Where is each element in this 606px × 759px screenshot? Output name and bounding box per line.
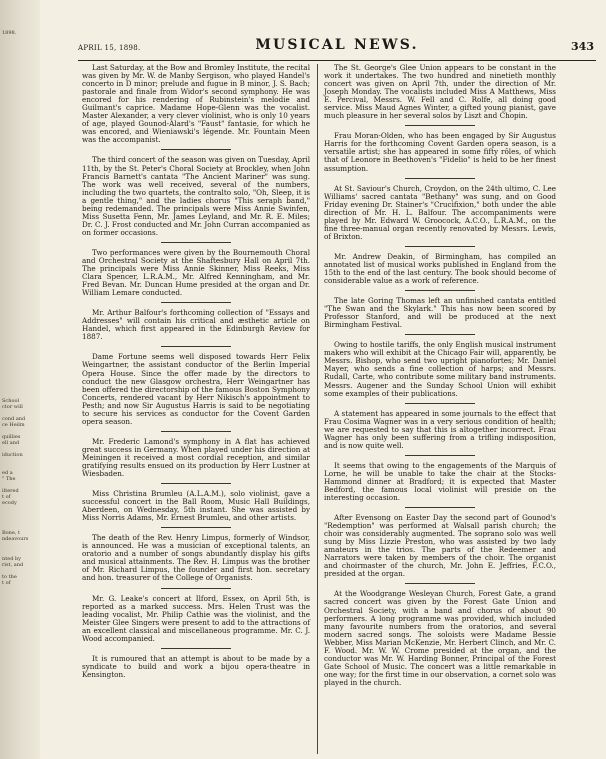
gutter-text-fragment: t of (2, 580, 11, 586)
gutter-text-fragment: ed a (2, 470, 13, 476)
gutter-text-fragment: ecody (2, 500, 17, 506)
newspaper-page (40, 0, 606, 759)
gutter-text-fragment: 1898. (2, 30, 17, 36)
gutter-text-fragment: ell and (2, 440, 20, 446)
article-paragraph: Frau Moran-Olden, who has been engaged by Sir Augustus Harris for the forthcoming Covent Garden opera season, is a versatile artist; she has appeared in some fifty rôles, of which that of Leonore in Beethoven's "Fidelio" is held to be her finest assumption. (324, 131, 556, 173)
article-paragraph: The late Goring Thomas left an unfinished cantata entitled "The Swan and the Skylark." This has now been scored by Professor Stanford, and will be produced at the next Birmingham Festival. (324, 296, 556, 330)
article-paragraph: A statement has appeared in some journals to the effect that Frau Cosima Wagner was in a very serious condition of health; we are requested to say that this is altogether incorrect. Frau Wagner has only been suffering from a trifling indisposition, and is now quite well. (324, 408, 556, 450)
page-number: 343 (571, 40, 594, 53)
gutter-text-fragment: ndeavours (2, 536, 29, 542)
article-separator (161, 648, 231, 649)
gutter-text-fragment: ctor will (2, 404, 23, 410)
article-paragraph: Last Saturday, at the Bow and Bromley Institute, the recital was given by Mr. W. de Manby Sergison, who played Handel's concerto in D minor; prelude and fugue in B minor, J. S. Bach; pastorale and finale from Widor's second symphony. He was encored for his rendering of Rubinstein's melodie and Guilmant's caprice. Madame Hope-Glenn was the vocalist. Master Alexander, a very clever violinist, who is only 10 years of age, played Gounod-Alard's "Faust" fantasie, for which he was encored, and Wieniawski's légende. Mr. Fountain Meen was the accompanist. (82, 63, 310, 145)
article-paragraph: Two performances were given by the Bournemouth Choral and Orchestral Society at the Shaftesbury Hall on April 7th. The principals were Miss Annie Skinner, Miss Reeks, Miss Clara Spencer, L.R.A.M., Mr. Alfred Kenningham, and Mr. Fred Bevan. Mr. Duncan Hume presided at the organ and Dr. William Lemare conducted. (82, 247, 310, 298)
article-paragraph: Dame Fortune seems well disposed towards Herr Felix Weingartner, the assistant conductor of the Berlin Imperial Opera House. Since the offer made by the directors to conduct the new Glasgow orchestra, Herr Weingartner has been offered the directorship of the famous Boston Symphony Concerts, rendered vacant by Herr Nikisch's appointment to Pesth; and now Sir Augustus Harris is said to be negotiating to secure his services as conductor for the Covent Garden opera season. (82, 352, 310, 426)
article-paragraph: Miss Christina Brumleu (A.L.A.M.), solo violinist, gave a successful concert in the Ball Room, Music Hall Buildings, Aberdeen, on Wednesday, 5th instant. She was assisted by Miss Norris Adams, Mr. Ernest Brumleu, and other artists. (82, 489, 310, 523)
article-paragraph: Mr. G. Leake's concert at Ilford, Essex, on April 5th, is reported as a marked success. Mrs. Helen Trust was the leading vocalist, Mr. Philip Cathie was the violinist, and the Meister Glee Singers were present to add to the attractions of an excellent classical and miscellaneous programme. Mr. C. J. Wood accompanied. (82, 593, 310, 643)
article-paragraph: At St. Saviour's Church, Croydon, on the 24th ultimo, C. Lee Williams' sacred cantata "Bethany" was sung, and on Good Friday evening Dr. Stainer's "Crucifixion," both under the able direction of Mr. H. L. Balfour. The accompaniments were played by Mr. Edward W. Groocock, A.C.O., L.R.A.M., on the fine three-manual organ recently renovated by Messrs. Lewis, of Brixton. (324, 183, 556, 241)
article-separator (405, 178, 475, 179)
gutter-text-fragment: Bone, t (2, 530, 21, 536)
article-paragraph: Mr. Frederic Lamond's symphony in A flat has achieved great success in Germany. When played under his direction at Meiningen it received a most cordial reception, and similar gratifying results ensued on its production by Herr Lustner at Wiesbaden. (82, 436, 310, 479)
article-separator (405, 290, 475, 291)
article-paragraph: Mr. Andrew Deakin, of Birmingham, has compiled an annotated list of musical works published in England from the 15th to the end of the last century. The book should become of considerable value as a work of reference. (324, 251, 556, 286)
column-divider (317, 64, 318, 754)
article-separator (405, 334, 475, 335)
gutter-text-fragment: " The (2, 476, 16, 482)
article-separator (405, 125, 475, 126)
article-separator (405, 507, 475, 508)
right-column (324, 64, 556, 687)
gutter-text-fragment: School (2, 398, 20, 404)
article-separator (161, 149, 231, 150)
article-paragraph: It seems that owing to the engagements of the Marquis of Lorne, he will be unable to take the chair at the Stocks-Hammond dinner at Bradford; it is expected that Master Bedford, the famous local violinist will preside on the interesting occasion. (324, 460, 556, 503)
gutter-text-fragment: ce Heilm (2, 422, 25, 428)
gutter-text-fragment: iltered (2, 488, 19, 494)
article-separator (161, 588, 231, 589)
article-paragraph: At the Woodgrange Wesleyan Church, Forest Gate, a grand sacred concert was given by the Forest Gate Union and Orchestral Society, with a band and chorus of about 90 performers. A long programme was provided, which included many favourite numbers from the oratorios, and several modern sacred songs. The soloists were Madame Bessie Webber, Miss Marian McKenzie, Mr. Herbert Clinch, and Mr. C. F. Wood. Mr. W. W. Crome presided at the organ, and the conductor was Mr. W. Harding Bonner, Principal of the Forest Gate School of Music. The concert was a little remarkable in one way; for the first time in our observation, a cornet solo was played in the church. (324, 589, 556, 687)
gutter-text-fragment: to the (2, 574, 17, 580)
article-separator (405, 455, 475, 456)
issue-date: APRIL 15, 1898. (78, 44, 141, 52)
article-paragraph: It is rumoured that an attempt is about to be made by a syndicate to build and work a bijou opera-theatre in Kensington. (82, 653, 310, 679)
article-paragraph: The third concert of the season was given on Tuesday, April 11th, by the St. Peter's Choral Society at Brockley, when John Francis Barnett's cantata "The Ancient Mariner" was sung. The work was well received, several of the numbers, including the two quartets, the contralto solo, "Oh, Sleep, it is a gentle thing," and the ladies chorus "This seraph band," being redemanded. The principals were Miss Annie Swinfen, Miss Susetta Fenn, Mr. James Leyland, and Mr. R. E. Miles; Dr. C. J. Frost conducted and Mr. John Curran accompanied as on former occasions. (82, 155, 310, 237)
article-paragraph: Mr. Arthur Balfour's forthcoming collection of "Essays and Addresses" will contain his critical and æsthetic article on Handel, which first appeared in the Edinburgh Review for 1887. (82, 308, 310, 342)
article-separator (161, 242, 231, 243)
article-separator (161, 302, 231, 303)
article-separator (161, 346, 231, 347)
gutter-text-fragment: nted by (2, 556, 22, 562)
facing-page-gutter (0, 0, 40, 759)
gutter-text-fragment: iduction (2, 452, 23, 458)
article-paragraph: The death of the Rev. Henry Limpus, formerly of Windsor, is announced. He was a musician of exceptional talents, an oratorio and a number of songs abundantly display his gifts and musical attainments. The Rev. H. Limpus was the brother of Mr. Richard Limpus, the founder and first hon. secretary and hon. treasurer of the College of Organists. (82, 533, 310, 583)
gutter-text-fragment: cond and (2, 416, 26, 422)
page-header (78, 34, 596, 61)
left-column (82, 64, 310, 679)
article-separator (161, 431, 231, 432)
article-separator (161, 483, 231, 484)
gutter-text-fragment: rist, and (2, 562, 24, 568)
masthead-title: MUSICAL NEWS. (255, 37, 419, 53)
article-paragraph: Owing to hostile tariffs, the only English musical instrument makers who will exhibit at the Chicago Fair will, apparently, be Messrs. Bishop, who send two upright pianofortes; Mr. Daniel Mayer, who sends a fine collection of harps; and Messrs. Rudall, Carte, who contribute some military band instruments. Messrs. Augener and the Sunday School Union will exhibit some examples of their publications. (324, 340, 556, 398)
article-separator (405, 246, 475, 247)
article-paragraph: The St. George's Glee Union appears to be constant in the work it undertakes. The two hundred and ninetieth monthly concert was given on April 7th, under the direction of Mr. Joseph Monday. The vocalists included Miss A Matthews, Miss E. Percival, Messrs. W. Fell and C. Rolfe, all doing good service. Miss Maud Agnes Winter, a gifted young pianist, gave much pleasure in her several solos by Liszt and Chopin. (324, 63, 556, 121)
article-separator (405, 583, 475, 584)
article-separator (161, 527, 231, 528)
article-paragraph: After Evensong on Easter Day the second part of Gounod's "Redemption" was performed at Walsall parish church; the choir was considerably augmented. The soprano solo was well sung by Miss Lizzie Preston, who was assisted by two lady amateurs in the trios. The parts of the Redeemer and Narrators were taken by members of the choir. The organist and choirmaster of the church, Mr. John E. Jeffries, F.C.O., presided at the organ. (324, 513, 556, 579)
gutter-text-fragment: t of (2, 494, 11, 500)
article-separator (405, 403, 475, 404)
gutter-text-fragment: quillies (2, 434, 21, 440)
